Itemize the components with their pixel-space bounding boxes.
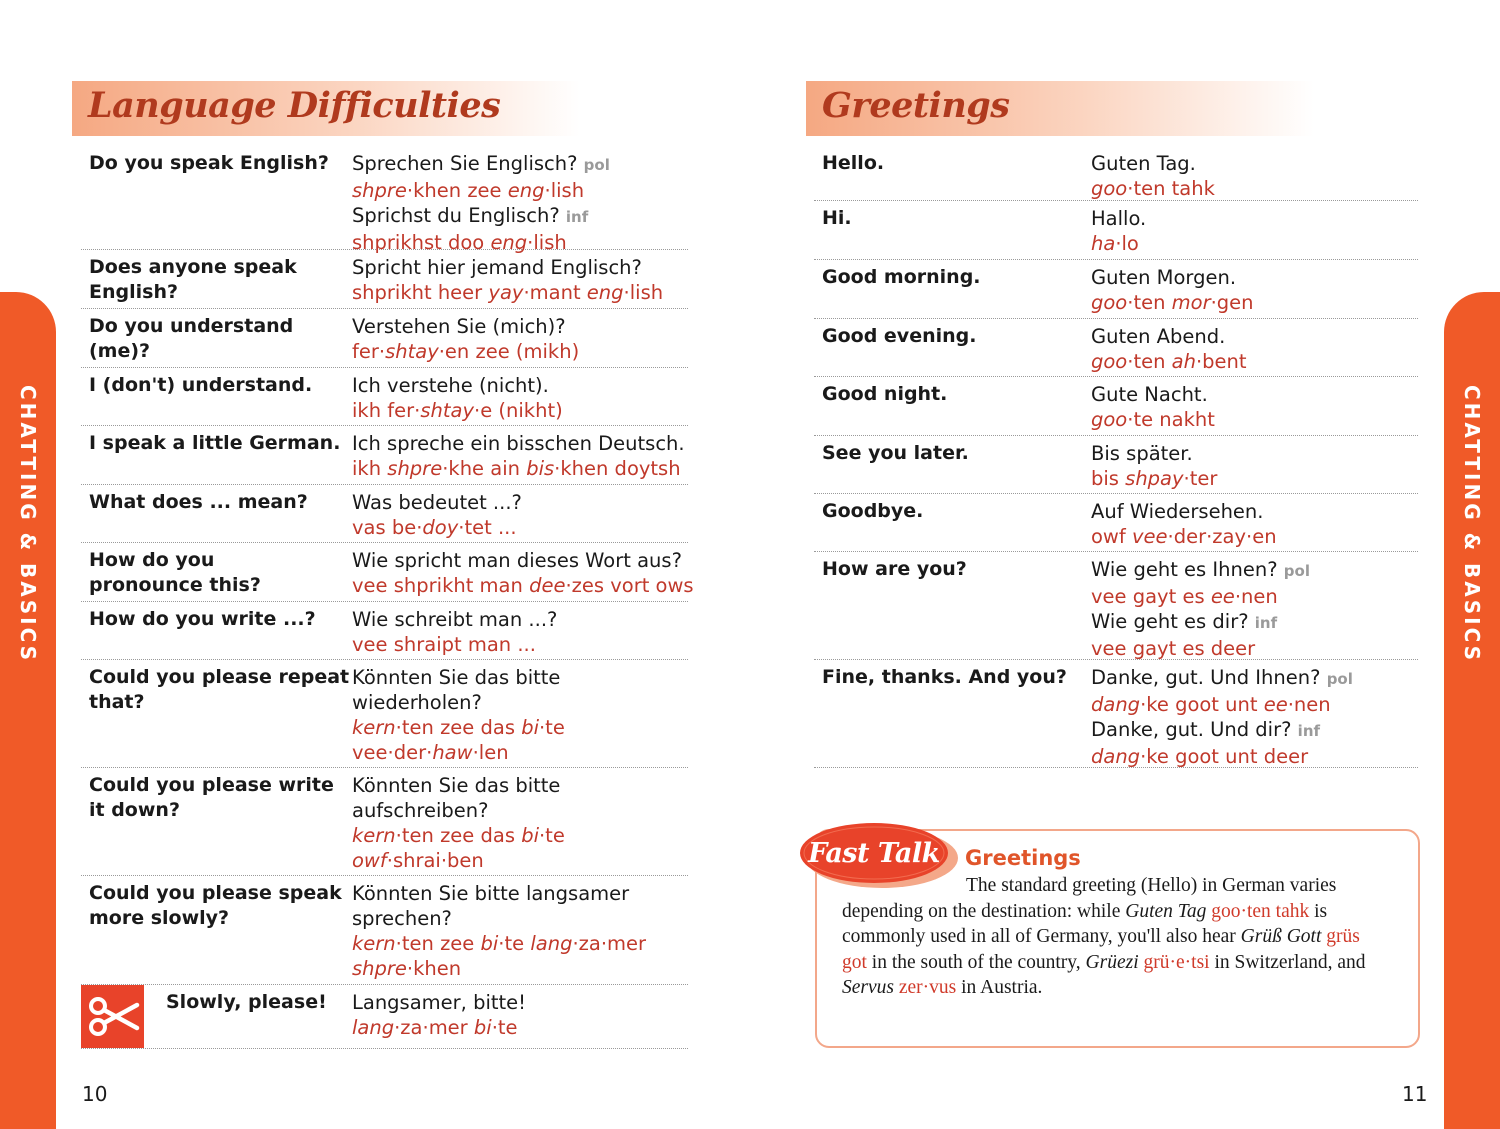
phrase-row	[81, 485, 688, 543]
stressed-syllable: ee	[1263, 693, 1288, 716]
english-line: Hello.	[822, 152, 885, 174]
stressed-syllable: ha	[1091, 232, 1116, 255]
pronunciation: ikh fer·shtay·e (nikht)	[352, 399, 563, 422]
english-line: See you later.	[822, 442, 969, 464]
german-translation	[1091, 151, 1215, 201]
german-phrase: Spricht hier jemand Englisch?	[352, 256, 642, 279]
english-phrase	[89, 255, 297, 305]
pronunciation: goo·ten tahk	[1091, 177, 1215, 200]
german-phrase: Hallo.	[1091, 207, 1147, 230]
german-translation	[352, 607, 557, 657]
side-tab-label-left: CHATTING & BASICS	[16, 384, 41, 664]
german-phrase: Könnten Sie das bitte	[352, 666, 561, 689]
stressed-syllable: lang	[530, 932, 573, 955]
phrase-row	[81, 368, 688, 426]
english-phrase	[89, 151, 329, 176]
stressed-syllable: haw	[432, 741, 473, 764]
term-pronunciation: grüs got	[842, 926, 1360, 973]
fast-talk-body: The standard greeting (Hello) in German varies depending on the destination: while Guten Tag goo·ten tahk is commonly used in all of Germany, you'll also hear Grüß Gott grüs got in the south of the country, Grüezi grü·e·tsi in Switzerland, and Servus zer·vus in Austria.	[842, 875, 1366, 999]
stressed-syllable: lang	[352, 1016, 395, 1039]
stressed-syllable: goo	[1091, 408, 1128, 431]
german-phrase: Danke, gut. Und dir? inf	[1091, 718, 1321, 741]
german-translation	[352, 151, 610, 255]
german-phrase: Ich spreche ein bisschen Deutsch.	[352, 432, 685, 455]
section-title: Language Difficulties	[88, 85, 501, 126]
german-phrase: Gute Nacht.	[1091, 383, 1208, 406]
german-translation	[352, 255, 663, 305]
phrase-row	[814, 260, 1418, 319]
fast-talk-badge-label: Fast Talk	[808, 837, 940, 869]
phrase-row	[814, 552, 1418, 660]
german-phrase: sprechen?	[352, 907, 452, 930]
german-translation	[1091, 441, 1217, 491]
stressed-syllable: goo	[1091, 350, 1128, 373]
pronunciation: lang·za·mer bi·te	[352, 1016, 518, 1039]
english-line: How do you write ...?	[89, 608, 316, 630]
english-phrase	[89, 490, 308, 515]
stressed-syllable: vee	[1131, 525, 1168, 548]
pronunciation: owf vee·der·zay·en	[1091, 525, 1277, 548]
page-number-right: 11	[1402, 1082, 1428, 1106]
pronunciation: vas be·doy·tet ...	[352, 516, 517, 539]
english-phrase	[89, 607, 316, 632]
phrase-row	[81, 543, 694, 602]
pronunciation: vee shraipt man ...	[352, 633, 536, 656]
german-phrase: Könnten Sie bitte langsamer	[352, 882, 630, 905]
pronunciation: fer·shtay·en zee (mikh)	[352, 340, 580, 363]
stressed-syllable: goo	[1091, 177, 1128, 200]
stressed-syllable: bi	[521, 716, 539, 739]
section-header-greetings	[806, 81, 1314, 136]
phrase-row	[81, 602, 688, 660]
phrase-row	[81, 660, 688, 768]
german-phrase: Ich verstehe (nicht).	[352, 374, 549, 397]
german-phrase: Verstehen Sie (mich)?	[352, 315, 566, 338]
stressed-syllable: kern	[352, 824, 396, 847]
phrase-row	[81, 250, 688, 309]
pronunciation: dang·ke goot unt ee·nen	[1091, 693, 1331, 716]
pronunciation: kern·ten zee das bi·te	[352, 824, 565, 847]
english-line: Good evening.	[822, 325, 977, 347]
english-line: Good night.	[822, 383, 948, 405]
english-line: Could you please write	[89, 774, 334, 796]
english-phrase	[822, 557, 967, 582]
register-tag: inf	[1254, 614, 1278, 632]
phrase-row	[81, 426, 688, 485]
english-line: What does ... mean?	[89, 491, 308, 513]
register-tag: inf	[1297, 722, 1321, 740]
german-phrase: aufschreiben?	[352, 799, 489, 822]
german-translation	[1091, 324, 1247, 374]
german-translation	[352, 773, 565, 873]
phrase-row	[814, 494, 1418, 552]
stressed-syllable: doy	[422, 516, 459, 539]
german-phrase: Was bedeutet ...?	[352, 491, 522, 514]
stressed-syllable: shtay	[385, 340, 439, 363]
stressed-syllable: bi	[521, 824, 539, 847]
german-phrase: Könnten Sie das bitte	[352, 774, 561, 797]
phrase-row	[814, 436, 1418, 494]
german-phrase: Bis später.	[1091, 442, 1193, 465]
phrase-table-right	[814, 146, 1418, 768]
stressed-syllable: bi	[473, 1016, 492, 1039]
english-phrase	[89, 314, 293, 364]
german-phrase: Langsamer, bitte!	[352, 991, 526, 1014]
german-term: Grüezi	[1085, 951, 1139, 973]
german-phrase: Guten Morgen.	[1091, 266, 1237, 289]
english-phrase	[822, 324, 976, 349]
pronunciation: goo·ten ah·bent	[1091, 350, 1247, 373]
german-translation	[1091, 206, 1146, 256]
side-tab-label-right: CHATTING & BASICS	[1460, 384, 1485, 664]
term-pronunciation: zer·vus	[898, 977, 957, 999]
german-term: Servus	[842, 977, 894, 999]
english-line: Does anyone speak	[89, 256, 297, 278]
english-line: Could you please speak	[89, 882, 342, 904]
pronunciation: bis shpay·ter	[1091, 467, 1218, 490]
english-phrase	[822, 499, 923, 524]
stressed-syllable: dang	[1091, 745, 1141, 768]
english-line: I speak a little German.	[89, 432, 341, 454]
phrase-table-left	[81, 146, 694, 1049]
german-translation	[352, 548, 694, 598]
pronunciation: kern·ten zee bi·te lang·za·mer	[352, 932, 647, 955]
register-tag: pol	[1283, 562, 1310, 580]
german-phrase: Guten Abend.	[1091, 325, 1226, 348]
stressed-syllable: yay	[488, 281, 524, 304]
german-translation	[1091, 557, 1310, 661]
stressed-syllable: shtay	[420, 399, 475, 422]
phrase-row	[814, 377, 1418, 436]
english-line: (me)?	[89, 340, 151, 362]
phrase-row	[81, 146, 688, 254]
stressed-syllable: kern	[352, 932, 396, 955]
english-line: How are you?	[822, 558, 967, 580]
stressed-syllable: dee	[529, 574, 566, 597]
pronunciation: vee gayt es deer	[1091, 637, 1256, 660]
english-phrase	[166, 990, 327, 1015]
phrase-row	[81, 768, 688, 876]
english-line: How do you	[89, 549, 215, 571]
german-translation	[1091, 265, 1254, 315]
english-line: I (don't) understand.	[89, 374, 313, 396]
stressed-syllable: ah	[1171, 350, 1196, 373]
english-line: more slowly?	[89, 907, 230, 929]
english-line: English?	[89, 281, 178, 303]
german-phrase: Sprichst du Englisch? inf	[352, 204, 589, 227]
german-translation	[352, 490, 522, 540]
stressed-syllable: goo	[1091, 291, 1128, 314]
german-phrase: Guten Tag.	[1091, 152, 1196, 175]
english-phrase	[822, 665, 1067, 690]
stressed-syllable: eng	[586, 281, 624, 304]
english-phrase	[822, 382, 947, 407]
german-phrase: Auf Wiedersehen.	[1091, 500, 1264, 523]
stressed-syllable: owf	[352, 849, 387, 872]
english-line: that?	[89, 691, 145, 713]
pronunciation: vee gayt es ee·nen	[1091, 585, 1278, 608]
pronunciation: dang·ke goot unt deer	[1091, 745, 1309, 768]
stressed-syllable: dang	[1091, 693, 1141, 716]
german-term: Guten Tag	[1125, 900, 1207, 922]
register-tag: inf	[565, 208, 589, 226]
section-header-language-difficulties	[72, 81, 580, 136]
english-line: Good morning.	[822, 266, 981, 288]
pronunciation: goo·ten mor·gen	[1091, 291, 1254, 314]
stressed-syllable: bi	[480, 932, 499, 955]
fast-talk-heading: Greetings	[965, 846, 1081, 870]
german-translation	[1091, 499, 1277, 549]
stressed-syllable: shpre	[352, 957, 407, 980]
english-line: Do you speak English?	[89, 152, 329, 174]
german-phrase: Wie geht es Ihnen? pol	[1091, 558, 1310, 581]
german-translation	[352, 314, 579, 364]
german-translation	[352, 881, 646, 981]
english-phrase	[89, 548, 261, 598]
pronunciation: shpre·khen zee eng·lish	[352, 179, 585, 202]
german-translation	[352, 373, 563, 423]
english-line: it down?	[89, 799, 180, 821]
phrase-row	[814, 660, 1418, 768]
german-translation	[1091, 382, 1215, 432]
german-phrase: wiederholen?	[352, 691, 482, 714]
pronunciation: ha·lo	[1091, 232, 1139, 255]
german-phrase: Sprechen Sie Englisch? pol	[352, 152, 610, 175]
english-phrase	[89, 665, 349, 715]
german-translation	[352, 665, 565, 765]
stressed-syllable: bis	[526, 457, 555, 480]
scissors-icon-box	[81, 985, 144, 1048]
stressed-syllable: shpre	[387, 457, 443, 480]
english-phrase	[822, 151, 884, 176]
english-phrase	[822, 441, 969, 466]
register-tag: pol	[1326, 670, 1353, 688]
pronunciation: goo·te nakht	[1091, 408, 1215, 431]
english-phrase	[89, 773, 334, 823]
english-phrase	[822, 206, 852, 231]
pronunciation: vee shprikht man dee·zes vort ows	[352, 574, 694, 597]
german-phrase: Danke, gut. Und Ihnen? pol	[1091, 666, 1353, 689]
english-line: Slowly, please!	[166, 991, 327, 1013]
english-line: pronounce this?	[89, 574, 261, 596]
stressed-syllable: eng	[490, 231, 528, 254]
german-phrase: Wie geht es dir? inf	[1091, 610, 1278, 633]
phrase-row	[814, 201, 1418, 260]
german-phrase: Wie schreibt man ...?	[352, 608, 558, 631]
english-phrase	[89, 373, 312, 398]
pronunciation: vee·der·haw·len	[352, 741, 509, 764]
stressed-syllable: eng	[507, 179, 545, 202]
english-line: Do you understand	[89, 315, 294, 337]
english-line: Could you please repeat	[89, 666, 350, 688]
german-translation	[352, 431, 685, 481]
english-line: Goodbye.	[822, 500, 924, 522]
pronunciation: owf·shrai·ben	[352, 849, 484, 872]
pronunciation: shpre·khen	[352, 957, 462, 980]
phrase-row	[814, 146, 1418, 201]
english-phrase	[89, 881, 342, 931]
english-line: Fine, thanks. And you?	[822, 666, 1067, 688]
pronunciation: ikh shpre·khe ain bis·khen doytsh	[352, 457, 681, 480]
english-phrase	[89, 431, 340, 456]
term-pronunciation: grü·e·tsi	[1143, 951, 1210, 973]
stressed-syllable: kern	[352, 716, 396, 739]
german-translation	[352, 990, 526, 1040]
stressed-syllable: mor	[1171, 291, 1211, 314]
german-translation	[1091, 665, 1353, 769]
phrase-row	[814, 319, 1418, 377]
page-number-left: 10	[82, 1082, 108, 1106]
stressed-syllable: shpay	[1125, 467, 1184, 490]
section-title: Greetings	[822, 85, 1010, 126]
german-term: Grüß Gott	[1240, 926, 1322, 948]
phrase-row	[81, 876, 688, 985]
german-phrase: Wie spricht man dieses Wort aus?	[352, 549, 682, 572]
phrase-row	[81, 309, 688, 368]
pronunciation: kern·ten zee das bi·te	[352, 716, 565, 739]
pronunciation: shprikhst doo eng·lish	[352, 231, 567, 254]
pronunciation: shprikht heer yay·mant eng·lish	[352, 281, 664, 304]
scissors-icon	[81, 985, 144, 1048]
english-line: Hi.	[822, 207, 852, 229]
term-pronunciation: goo·ten tahk	[1211, 900, 1310, 922]
english-phrase	[822, 265, 981, 290]
phrase-row	[81, 985, 688, 1049]
register-tag: pol	[583, 156, 610, 174]
stressed-syllable: ee	[1210, 585, 1235, 608]
stressed-syllable: shpre	[352, 179, 407, 202]
